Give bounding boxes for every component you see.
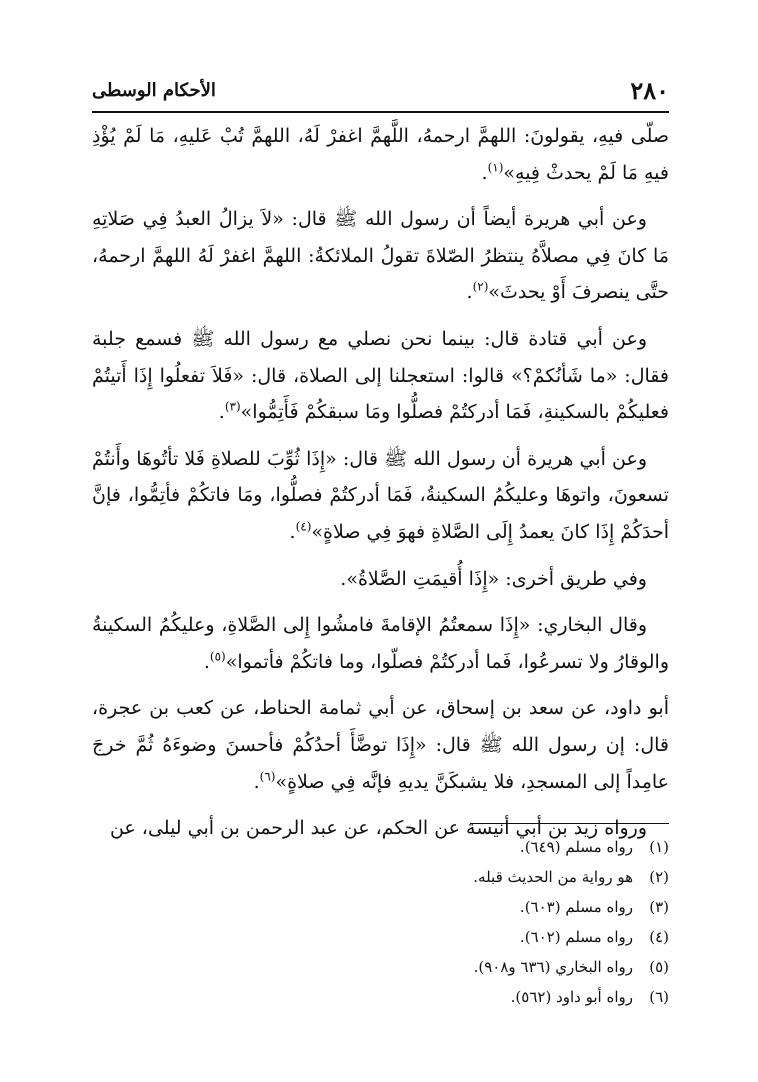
paragraph-text: أبو داود، عن سعد بن إسحاق، عن أبي ثمامة الحناط، عن كعب بن عجرة، قال: إن رسول الله ﷺ قال: «إِذَا توضَّأَ أحدُكُمْ فأحسنَ وضوءَهُ ثُمَّ خرجَ عامِداً إلى المسجدِ، فلا يشبكَنَّ يديهِ فإنَّه فِي صلاةٍ»	[92, 697, 669, 793]
footnote-ref: (٦)	[259, 769, 276, 784]
paragraph	[92, 561, 669, 598]
paragraph	[92, 690, 669, 800]
footnote	[92, 982, 669, 1012]
paragraph	[92, 118, 669, 191]
footnote-text: رواه مسلم (٦٠٣).	[519, 898, 633, 916]
footnote-ref: (٣)	[224, 399, 241, 414]
paragraph	[92, 441, 669, 551]
paragraph-tail: .	[203, 650, 210, 673]
footnote-text: رواه مسلم (٦٤٩).	[519, 838, 633, 856]
paragraph-text: وفي طريق أخرى: «إِذَا أُقيمَتِ الصَّلاةُ».	[340, 567, 647, 590]
paragraph-text: وعن أبي هريرة أيضاً أن رسول الله ﷺ قال: «لاَ يزالُ العبدُ فِي صَلاتِهِ مَا كانَ فِي مصلاَّهُ ينتظرُ الصّلاةَ تقولُ الملائكةُ: اللهمَّ اغفرْ لَهُ اللهمَّ ارحمهُ، حتَّى ينصرفَ أَوْ يحدثَ»	[92, 208, 669, 304]
paragraph-text: وعن أبي قتادة قال: بينما نحن نصلي مع رسول الله ﷺ فسمع جلبة فقال: «ما شَأنُكمْ؟» قالوا: استعجلنا إلى الصلاة، قال: «فَلاَ تفعلُوا إِذَا أَتيتُمْ فعليكُمْ بالسكينةِ، فَمَا أدركتُمْ فصلُّوا ومَا سبقكُمْ فَأَتِمُّوا»	[92, 327, 669, 424]
paragraph	[92, 201, 669, 311]
footnote-number: (٤)	[649, 928, 669, 946]
footnote-number: (٣)	[649, 898, 669, 916]
footnote-text: رواه مسلم (٦٠٢).	[519, 928, 633, 946]
footnote-divider	[470, 823, 669, 824]
footnote	[92, 922, 669, 952]
footnote-number: (٥)	[649, 958, 669, 976]
main-text	[92, 118, 669, 857]
page-number: ٢٨٠	[630, 76, 669, 105]
paragraph-tail: .	[289, 520, 296, 543]
footnote	[92, 832, 669, 862]
footnote-number: (٦)	[649, 988, 669, 1006]
footnote-ref: (٥)	[209, 649, 226, 664]
footnote-text: هو رواية من الحديث قبله.	[473, 868, 633, 886]
footnote	[92, 952, 669, 982]
footnote-ref: (٢)	[472, 280, 489, 295]
footnote-text: رواه البخاري (٦٣٦ و٩٠٨).	[473, 958, 633, 976]
paragraph-text: وعن أبي هريرة أن رسول الله ﷺ قال: «إِذَا ثُوِّبَ للصلاةِ فَلا تأتُوهَا وأَنتُمْ تسعونَ، واتوهَا وعليكُمُ السكينةُ، فَمَا أدركتُمْ فصلُّوا، ومَا فاتكُمْ فأتِمُّوا، فإنَّ أحدَكُمْ إِذَا كانَ يعمدُ إِلَى الصَّلاةِ فهوَ فِي صلاةٍ»	[92, 447, 669, 543]
footnote	[92, 862, 669, 892]
footnote-number: (٢)	[649, 868, 669, 886]
paragraph-text: ورواه زيد بن أبي أنيسة عن الحكم، عن عبد الرحمن بن أبي ليلى، عن	[109, 817, 647, 840]
footnote-ref: (١)	[487, 160, 504, 175]
footnotes	[92, 832, 669, 1012]
paragraph	[92, 321, 669, 431]
paragraph-tail: .	[218, 401, 225, 424]
footnote-number: (١)	[649, 838, 669, 856]
footnote-text: رواه أبو داود (٥٦٢).	[510, 988, 633, 1006]
paragraph-tail: .	[481, 161, 488, 184]
paragraph-text: وقال البخاري: «إِذَا سمعتُمُ الإقامةَ فامشُوا إِلى الصَّلاةِ، وعليكُمُ السكينةُ والوقارُ ولا تسرعُوا، فَما أدركتُمْ فصلّوا، وما فاتكُمْ فأتموا»	[92, 614, 669, 673]
paragraph-tail: .	[466, 281, 473, 304]
paragraph	[92, 607, 669, 680]
paragraph-tail: .	[253, 770, 260, 793]
book-title: الأحكام الوسطى	[92, 80, 216, 101]
page-header	[92, 74, 669, 110]
paragraph-text: صلّى فيهِ، يقولونَ: اللهمَّ ارحمهُ، اللَّهمَّ اغفرْ لَهُ، اللهمَّ تُبْ عَليهِ، مَا لَمْ يُؤْذِ فيهِ مَا لَمْ يحدثْ فِيهِ»	[92, 125, 669, 184]
footnote	[92, 892, 669, 922]
footnote-ref: (٤)	[295, 519, 312, 534]
header-divider	[92, 111, 669, 113]
